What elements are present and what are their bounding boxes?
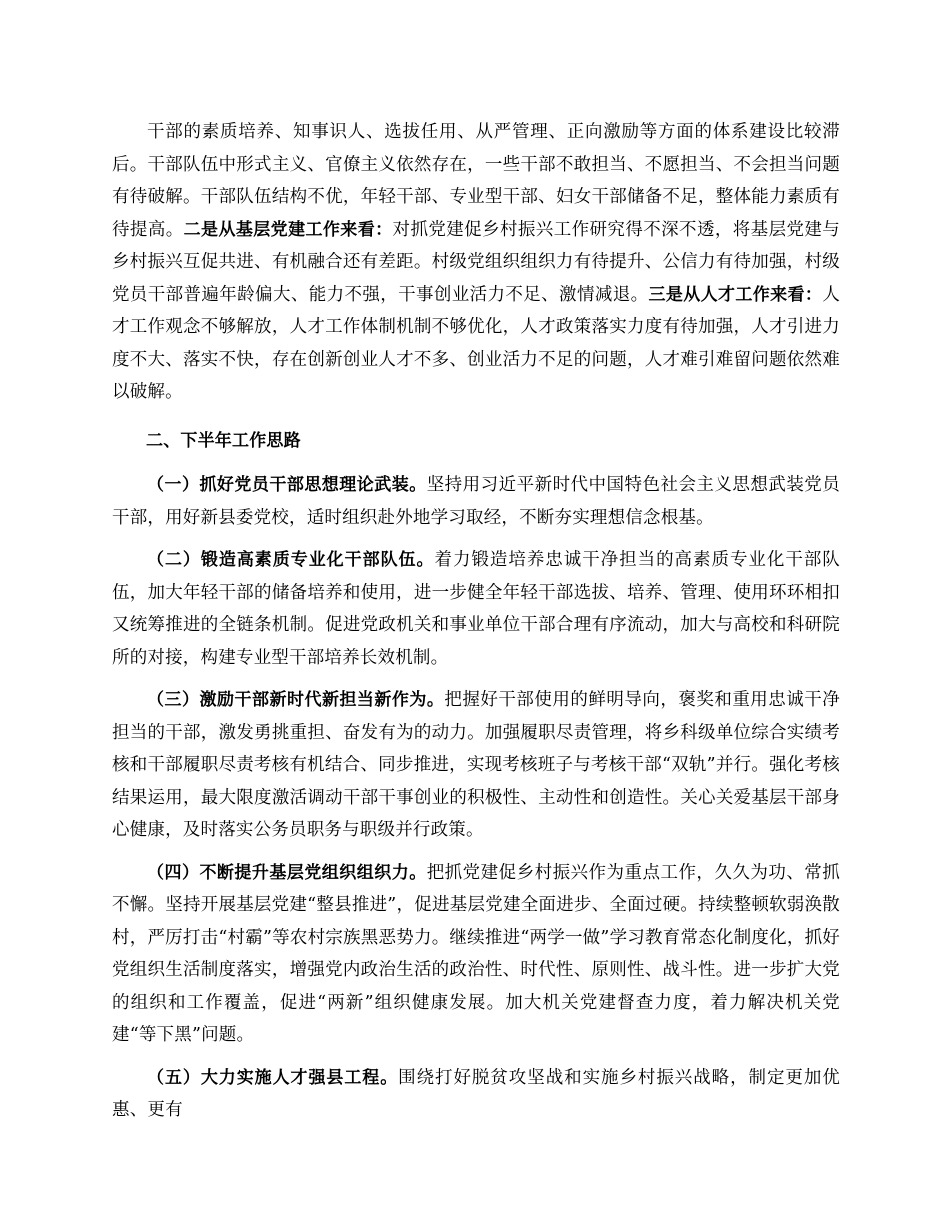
section-heading: 二、下半年工作思路: [146, 430, 301, 451]
item-title: （四）不断提升基层党组织组织力。: [147, 862, 427, 883]
item-title: （二）锻造高素质专业化干部队伍。: [147, 550, 435, 570]
bold-lead-grassroots: 二是从基层党建工作来看：: [183, 219, 393, 240]
paragraph-problems: [112, 116, 840, 409]
bold-lead-talent: 三是从人才工作来看：: [648, 284, 823, 305]
paragraph-text: 干部的素质培养、知事识人、选拔任用、从严管理、正向激励等方面的体系建设比较滞后。干部队伍中形式主义、官僚主义依然存在，一些干部不敢担当、不愿担当、不会担当问题有待破解。干部队伍结构不优，年轻干部、专业型干部、妇女干部储备不足，整体能力素质有待提高。: [112, 122, 840, 240]
item-body: 把握好干部使用的鲜明导向，褒奖和重用忠诚干净担当的干部，激发勇挑重担、奋发有为的动力。加强履职尽责管理，将乡科级单位综合实绩考核和干部履职尽责考核有机结合、同步推进，实现考核班子与考核干部“双轨”并行。强化考核结果运用，最大限度激活调动干部干事创业的积极性、主动性和创造性。关心关爱基层干部身心健康，及时落实公务员职务与职级并行政策。: [112, 690, 840, 840]
list-item: [112, 684, 840, 847]
document-body: [112, 116, 840, 1127]
item-body: 坚持用习近平新时代中国特色社会主义思想武装党员干部，用好新县委党校，适时组织赴外地学习取经，不断夯实理想信念根基。: [112, 475, 840, 528]
paragraph-text: 人才工作观念不够解放，人才工作体制机制不够优化，人才政策落实力度有待加强，人才引进力度不大、落实不快，存在创新创业人才不多、创业活力不足的问题，人才难引难留问题依然难以破解。: [112, 284, 841, 402]
item-body: 把抓党建促乡村振兴作为重点工作，久久为功、常抓不懈。坚持开展基层党建“整县推进”，促进基层党建全面进步、全面过硬。持续整顿软弱涣散村，严厉打击“村霸”等农村宗族黑恶势力。继续推进“两学一做”学习教育常态化制度化，抓好党组织生活制度落实，增强党内政治生活的政治性、时代性、原则性、战斗性。进一步扩大党的组织和工作覆盖，促进“两新”组织健康发展。加大机关党建督查力度，着力解决机关党建“等下黑”问题。: [112, 862, 840, 1045]
list-item: [112, 1062, 840, 1127]
item-title: （三）激励干部新时代新担当新作为。: [147, 690, 445, 710]
item-body: 着力锻造培养忠诚干净担当的高素质专业化干部队伍，加大年轻干部的储备培养和使用，进一步健全年轻干部选拔、培养、管理、使用环环相扣又统筹推进的全链条机制。促进党政机关和事业单位干部合理有序流动，加大与高校和科研院所的对接，构建专业型干部培养长效机制。: [112, 550, 840, 668]
list-item: [112, 469, 840, 534]
list-item: [112, 857, 840, 1052]
paragraph-text: 对抓党建促乡村振兴工作研究得不深不透，将基层党建与乡村振兴互促共进、有机融合还有差距。村级党组织组织力有待提升、公信力有待加强，村级党员干部普遍年龄偏大、能力不强，干事创业活力不足、激情减退。: [112, 219, 840, 305]
item-body: 围绕打好脱贫攻坚战和实施乡村振兴战略，制定更加优惠、更有: [112, 1067, 840, 1120]
item-title: （五）大力实施人才强县工程。: [147, 1067, 399, 1088]
list-item: [112, 544, 840, 674]
item-title: （一）抓好党员干部思想理论武装。: [147, 475, 427, 495]
